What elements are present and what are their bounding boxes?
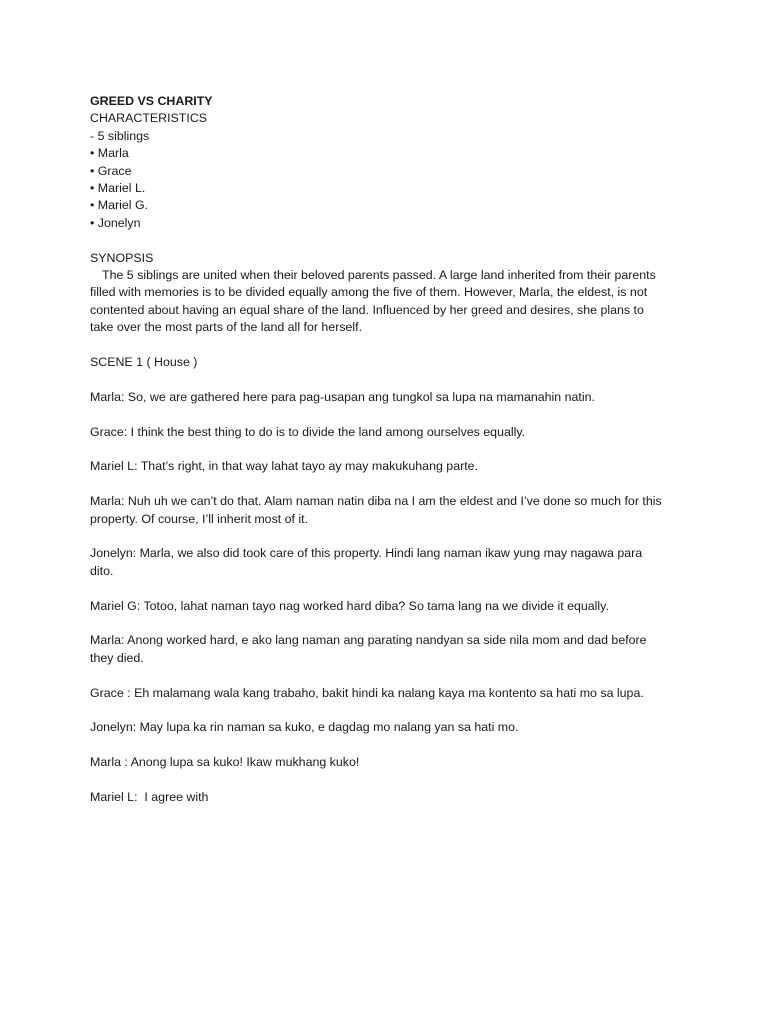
scene-heading: SCENE 1 ( House ) [90, 355, 198, 370]
siblings-line: - 5 siblings [90, 128, 150, 143]
character-item: • Grace [90, 163, 132, 178]
character-item: • Marla [90, 146, 129, 161]
document-page [90, 93, 690, 806]
synopsis-line: The 5 siblings are united when their beloved parents passed. A large land inherited from their parents [102, 268, 656, 283]
spacer [90, 337, 690, 354]
spacer [90, 371, 690, 388]
spacer [90, 702, 690, 719]
spacer [90, 232, 690, 249]
dialogue-line: Mariel L: I agree with [90, 790, 209, 805]
dialogue-line: Marla: So, we are gathered here para pag-usapan ang tungkol sa lupa na mamanahin natin. [90, 389, 595, 404]
dialogue-line: Grace: I think the best thing to do is to divide the land among ourselves equally. [90, 424, 526, 439]
synopsis-line: filled with memories is to be divided equally among the five of them. However, Marla, the eldest, is not [90, 285, 648, 300]
dialogue-line: property. Of course, I’ll inherit most of it. [90, 511, 309, 526]
dialogue-line: Mariel L: That’s right, in that way lahat tayo ay may makukuhang parte. [90, 459, 478, 474]
dialogue-line: they died. [90, 650, 144, 665]
spacer [90, 615, 690, 632]
synopsis-line: contented about having an equal share of the land. Influenced by her greed and desires, she plans to [90, 302, 644, 317]
dialogue-line: dito. [90, 563, 114, 578]
document-title: GREED VS CHARITY [90, 94, 213, 108]
spacer [90, 476, 690, 493]
dialogue-line: Mariel G: Totoo, lahat naman tayo nag worked hard diba? So tama lang na we divide it equally. [90, 598, 609, 613]
spacer [90, 772, 690, 789]
spacer [90, 667, 690, 684]
dialogue-line: Jonelyn: Marla, we also did took care of this property. Hindi lang naman ikaw yung may nagawa para [90, 546, 643, 561]
characteristics-heading: CHARACTERISTICS [90, 111, 208, 126]
dialogue-line: Grace : Eh malamang wala kang trabaho, bakit hindi ka nalang kaya ma kontento sa hati mo sa lupa. [90, 685, 644, 700]
synopsis-heading: SYNOPSIS [90, 250, 154, 265]
character-item: • Mariel G. [90, 198, 149, 213]
dialogue-line: Marla: Anong worked hard, e ako lang naman ang parating nandyan sa side nila mom and dad before [90, 633, 647, 648]
dialogue-line: Jonelyn: May lupa ka rin naman sa kuko, e dagdag mo nalang yan sa hati mo. [90, 720, 519, 735]
spacer [90, 406, 690, 423]
character-item: • Jonelyn [90, 215, 141, 230]
spacer [90, 737, 690, 754]
dialogue-line: Marla: Nuh uh we can’t do that. Alam naman natin diba na I am the eldest and I’ve done so much for this [90, 494, 662, 509]
spacer [90, 528, 690, 545]
spacer [90, 441, 690, 458]
synopsis-line: take over the most parts of the land all for herself. [90, 320, 363, 335]
dialogue-line: Marla : Anong lupa sa kuko! Ikaw mukhang kuko! [90, 755, 360, 770]
spacer [90, 580, 690, 597]
character-item: • Mariel L. [90, 181, 146, 196]
